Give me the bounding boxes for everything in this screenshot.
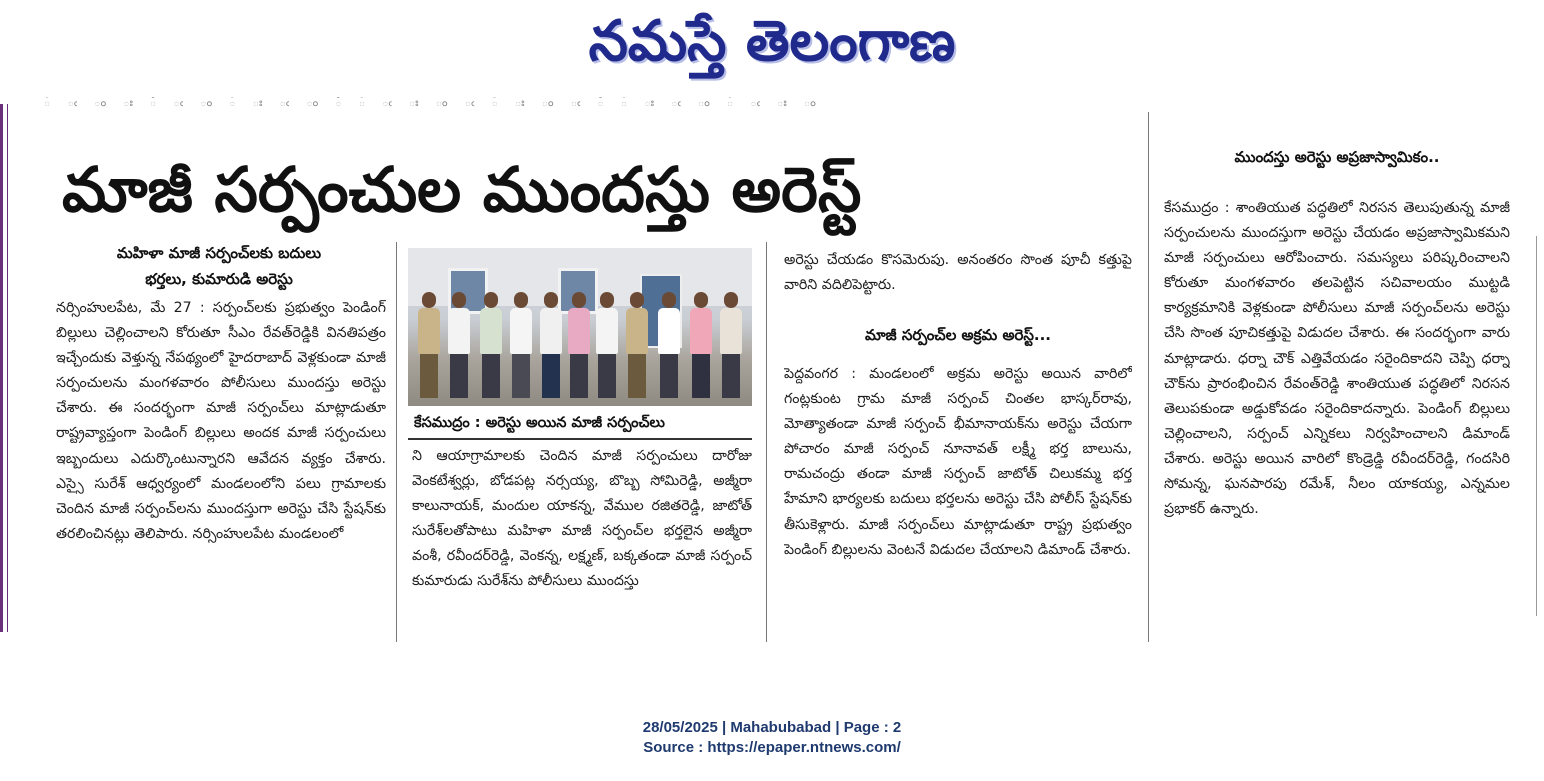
- col4-paragraph: కేసముద్రం : శాంతియుత పద్ధతిలో నిరసన తెలుపుతున్న మాజీ సర్పంచులను ముందస్తుగా అరెస్టు చేయడం అప్రజాస్వామికమని మాజీ సర్పంచులు ఆరోపించారు. సమస్యలు పరిష్కరించాలని కోరుతూ మంగళవారం తలపెట్టిన సచివాలయం ముట్టడి కార్యక్రమానికి వెళ్లకుండా పోలీసులు మాజీ సర్పంచ్‌లను అరెస్టు చేసి సొంత పూచికత్తుపై విడుదల చేశారు. ఈ సందర్భంగా వారు మాట్లాడారు. ధర్నా చౌక్ ఎత్తివేయడం సరైందికాదని చెప్పి ధర్నా చౌక్‌ను ప్రారంభించిన రేవంత్‌రెడ్డి శాంతియుత పద్ధతిలో నిరసన తెలుపకుండా అడ్డుకోవడం సరైందికాదన్నారు. పెండింగ్ బిల్లులు చెల్లించాలని, సర్పంచ్ ఎన్నికలు నిర్వహించాలని డిమాండ్ చేశారు. అరెస్టు అయిన వారిలో కొండ్రెడ్డి రవీందర్‌రెడ్డి, గందసిరి సోమన్న, ఘనపారపు రమేశ్, నీలం యాకయ్య, ఎన్నమల ప్రభాకర్ ఉన్నారు.: [1164, 200, 1510, 518]
- photo-person: [480, 292, 502, 398]
- col4-body: [1164, 196, 1510, 638]
- col3-paragraph-top: అరెస్టు చేయడం కొసమెరుపు. అనంతరం సొంత పూచీ కత్తుపై వారిని వదిలిపెట్టారు.: [784, 252, 1132, 294]
- column-divider: [766, 242, 767, 642]
- photo-person: [510, 292, 532, 398]
- col3-body: [784, 362, 1132, 638]
- photo-person: [448, 292, 470, 398]
- column-divider: [1148, 112, 1149, 642]
- col1-subheadline-line2: భర్తలు, కుమారుడి అరెస్టు: [145, 270, 293, 288]
- photo-person: [658, 292, 680, 398]
- page-footer: [0, 718, 1544, 758]
- col3-paragraph: పెద్దవంగర : మండలంలో అక్రమ అరెస్టు అయిన వారిలో గంట్లకుంట గ్రామ మాజీ సర్పంచ్ చింతల భాస్కర్‌రావు, మోత్యాతండా మాజీ సర్పంచ్ భీమానాయక్‌ను అరెస్టు చేయగా పోచారం మాజీ సర్పంచ్ నూనావత్ లక్ష్మీ భర్త బాలును, రామచంద్రు తండా మాజీ సర్పంచ్ జాటోత్ చిలుకమ్మ భర్త హేమాని భార్యలకు బదులు భర్తలను అరెస్టు చేసి పోలీస్ స్టేషన్‌కు తీసుకెళ్లారు. మాజీ సర్పంచ్‌లు మాట్లాడుతూ రాష్ట్ర ప్రభుత్వం పెండింగ్ బిల్లులను వెంటనే విడుదల చేయాలని డిమాండ్ చేశారు.: [784, 366, 1132, 558]
- col1-subheadline-line1: మహిళా మాజీ సర్పంచ్‌లకు బదులు: [116, 244, 322, 262]
- photo-person: [596, 292, 618, 398]
- col1-subheadline: [64, 240, 374, 292]
- page-edge-bar: [0, 104, 8, 632]
- article-headline: మాజీ సర్పంచుల ముందస్తు అరెస్ట్: [62, 153, 862, 226]
- caption-rule: [408, 438, 752, 440]
- news-photo: [408, 248, 752, 406]
- photo-person: [568, 292, 590, 398]
- news-article: [44, 112, 1540, 648]
- footer-date-edition: 28/05/2025 | Mahabubabad | Page : 2: [642, 719, 902, 736]
- masthead-logo: నమస్తే తెలంగాణ: [588, 9, 956, 74]
- column-divider: [396, 242, 397, 642]
- clipped-text-line: ఀ ఁ ం ః ఄ ఁ ం ఀ ః ఁ ం ఄ ఀ ఁ ః ం ఁ ఀ ః ం ఁ ఄ ఀ ః ఁ ం ఀ ఁ ః ం: [44, 97, 830, 109]
- col1-paragraph: నర్సింహులపేట, మే 27 : సర్పంచ్‌లకు ప్రభుత్వం పెండింగ్ బిల్లులు చెల్లించాలని కోరుతూ సీఎం రేవత్‌రెడ్డికి వినతిపత్రం ఇచ్చేందుకు వెళ్తున్న నేపథ్యంలో హైదరాబాద్ వెళ్లకుండా మాజీ సర్పంచులను మంగళవారం పోలీసులు ముందస్తు అరెస్టు చేశారు. ఈ సందర్భంగా మాజీ సర్పంచ్‌లు మాట్లాడుతూ రాష్ట్రవ్యాప్తంగా పెండింగ్ బిల్లులు అందక మాజీ సర్పంచులు ఇబ్బందులు ఎదుర్కొంటున్నారని ఆవేదన వ్యక్తం చేశారు. ఎస్సై సురేశ్ ఆధ్వర్యంలో మండలంలోని పలు గ్రామాలకు చెందిన మాజీ సర్పంచ్‌లను ముందస్తుగా అరెస్టు చేసి స్టేషన్‌కు తరలించినట్లు తెలిపారు. నర్సింహులపేట మండలంలో: [56, 300, 386, 542]
- col1-body: [56, 296, 386, 648]
- photo-person: [540, 292, 562, 398]
- photo-person: [720, 292, 742, 398]
- col3-subheadline: మాజీ సర్పంచ్‌ల అక్రమ అరెస్ట్...: [864, 326, 1052, 344]
- photo-person: [626, 292, 648, 398]
- col2-body: [412, 444, 752, 648]
- col4-subheadline: ముందస్తు అరెస్టు అప్రజాస్వామికం..: [1234, 148, 1440, 166]
- photo-person: [418, 292, 440, 398]
- footer-source: Source : https://epaper.ntnews.com/: [643, 739, 901, 756]
- photo-person: [690, 292, 712, 398]
- col3-body-top: [784, 248, 1132, 300]
- photo-caption: కేసముద్రం : అరెస్టు అయిన మాజీ సర్పంచ్‌లు: [414, 415, 665, 431]
- col2-paragraph: ని ఆయాగ్రామాలకు చెందిన మాజీ సర్పంచులు దారోజు వెంకటేశ్వర్లు, బోడపట్ల నర్సయ్య, బొబ్బ సోమిరెడ్డి, అజ్మీరా కాలునాయక్, మందుల యాకన్న, వేముల రజితరెడ్డి, జాటోత్ సురేశ్‌లతోపాటు మహిళా మాజీ సర్పంచ్‌ల భర్తలైన అజ్మీరా వంశీ, రవీందర్‌రెడ్డి, వెంకన్న, లక్ష్మణ్, బక్కతండా మాజీ సర్పంచ్ కుమారుడు సురేశ్‌ను పోలీసులు ముందస్తు: [412, 448, 752, 590]
